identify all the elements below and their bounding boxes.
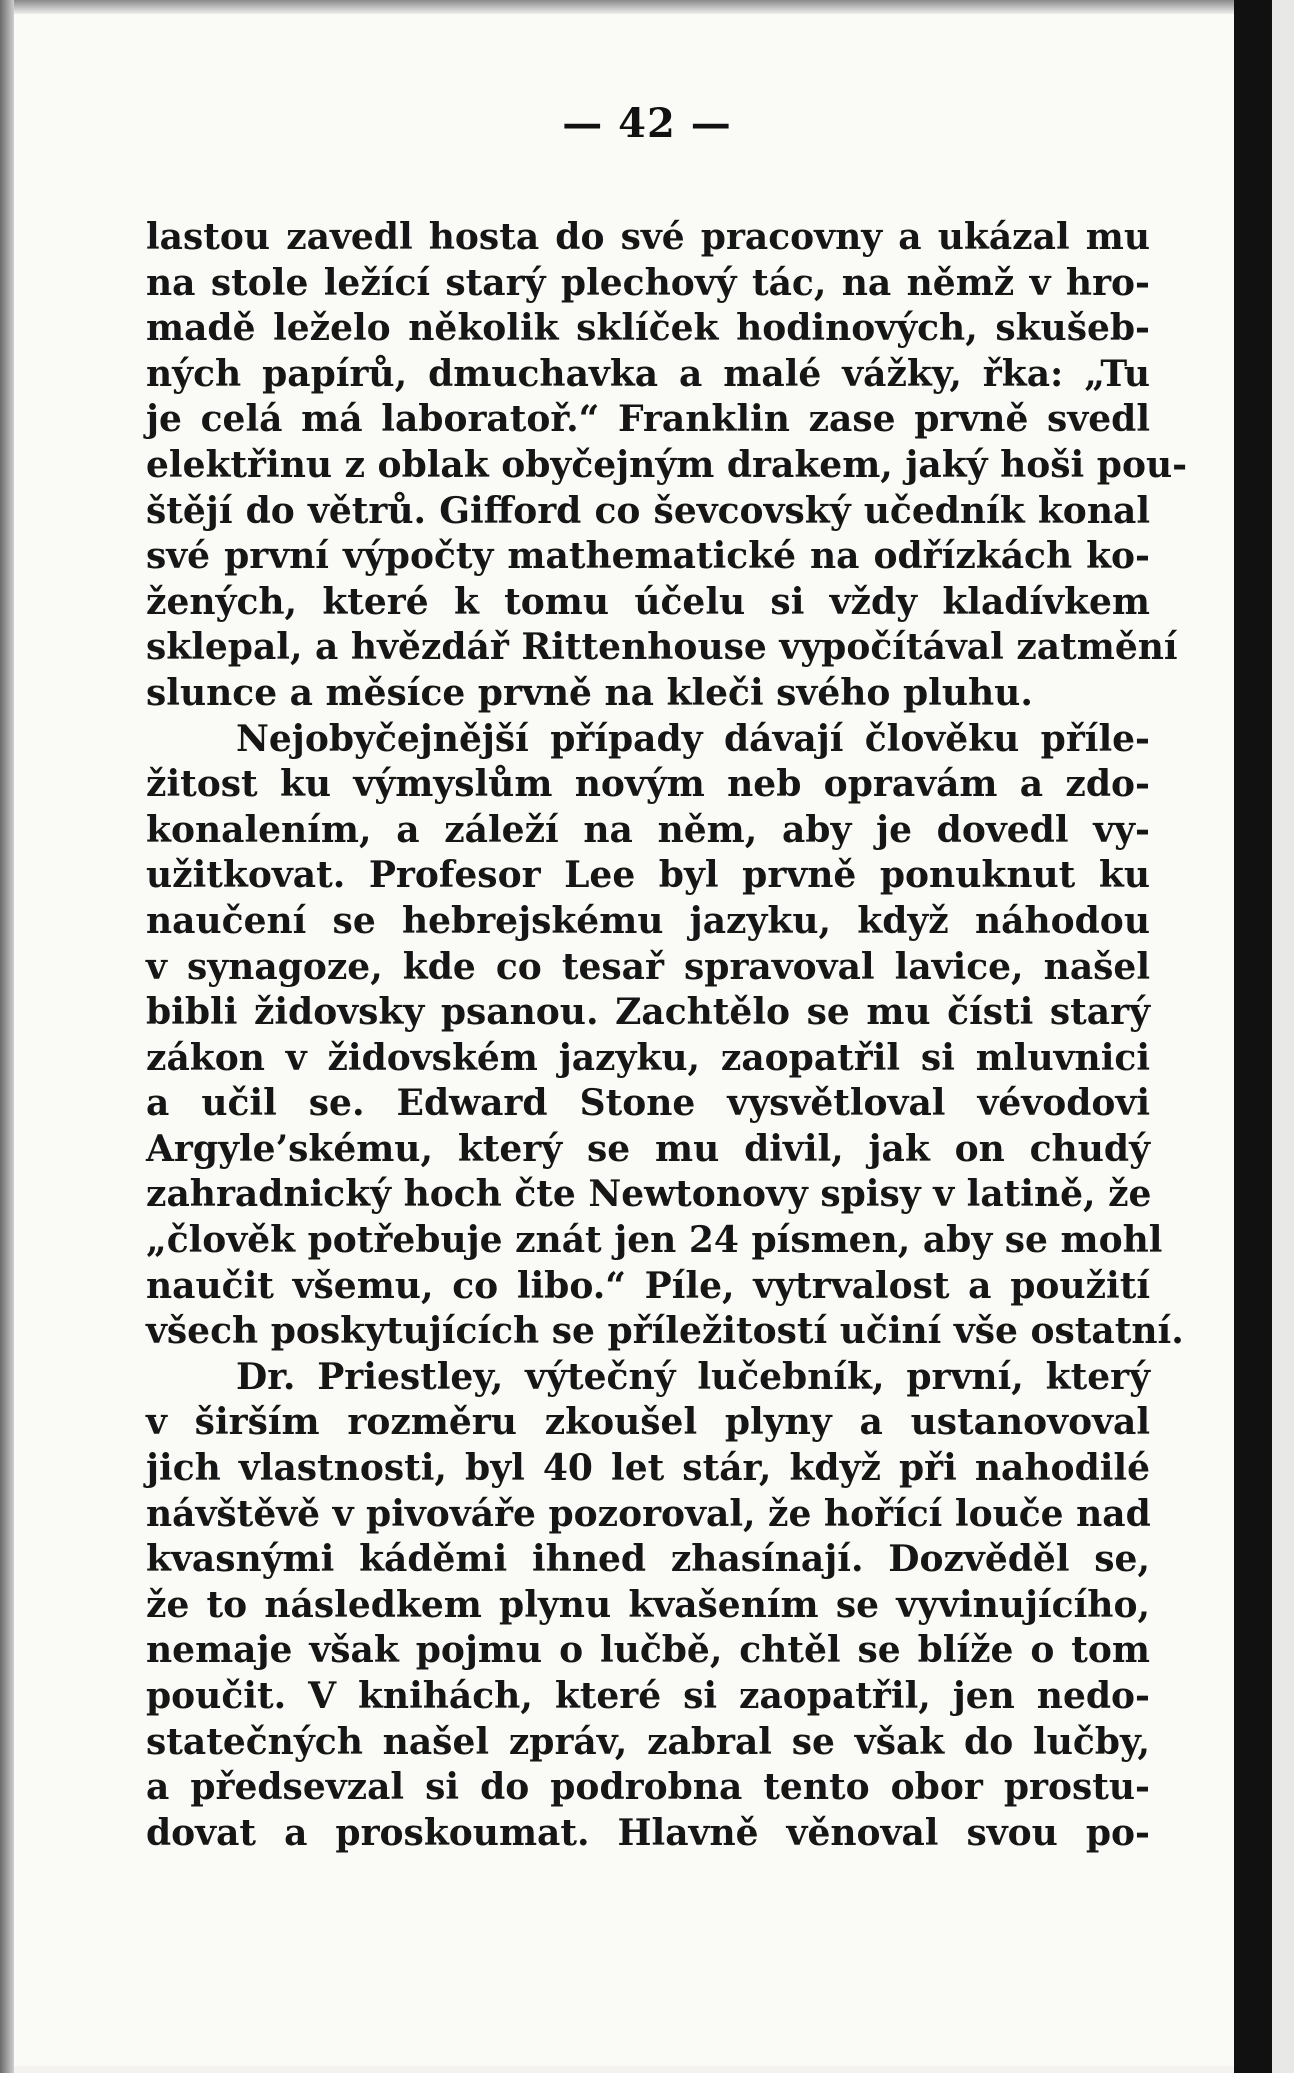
text-line: naučit všemu, co libo.“ Píle, vytrvalost a použití [146, 1264, 1150, 1307]
text-line: ných papírů, dmuchavka a malé vážky, řka: „Tu [146, 352, 1150, 395]
text-line: dovat a proskoumat. Hlavně věnoval svou po- [146, 1811, 1150, 1854]
scan-edge-right [1272, 0, 1294, 2073]
text-line: bibli židovsky psanou. Zachtělo se mu čísti starý [146, 991, 1150, 1034]
text-line: statečných našel zpráv, zabral se však do lučby, [146, 1720, 1150, 1763]
page-number: — 42 — [562, 100, 732, 147]
text-line: kvasnými káděmi ihned zhasínají. Dozvěděl se, [146, 1538, 1150, 1581]
text-line: slunce a měsíce prvně na kleči svého pluhu. [146, 671, 1033, 714]
body-text [146, 215, 1188, 1856]
text-line: všech poskytujících se příležitostí učiní vše ostatní. [146, 1310, 1184, 1353]
text-line: žitost ku výmyslům novým neb opravám a zdo- [146, 763, 1150, 806]
text-line: na stole ležící starý plechový tác, na němž v hro- [146, 261, 1150, 304]
scan-edge-left [0, 0, 14, 2073]
text-line: zákon v židovském jazyku, zaopatřil si mluvnici [146, 1036, 1150, 1079]
text-line: a učil se. Edward Stone vysvětloval vévodovi [146, 1082, 1150, 1125]
text-line: zahradnický hoch čte Newtonovy spisy v latině, že [146, 1173, 1152, 1216]
text-line: a předsevzal si do podrobna tento obor prostu- [146, 1766, 1150, 1809]
text-line: nemaje však pojmu o lučbě, chtěl se blíže o tom [146, 1629, 1150, 1672]
text-line: štějí do větrů. Gifford co ševcovský učedník konal [146, 489, 1150, 532]
text-line: že to následkem plynu kvašením se vyvinujícího, [146, 1583, 1150, 1626]
text-line: v synagoze, kde co tesař spravoval lavice, našel [146, 945, 1150, 988]
text-line: elektřinu z oblak obyčejným drakem, jaký hoši pou- [146, 443, 1188, 486]
text-line: v širším rozměru zkoušel plyny a ustanovoval [146, 1401, 1150, 1444]
text-line: Nejobyčejnější případy dávají člověku příle- [236, 717, 1150, 760]
text-line: konalením, a záleží na něm, aby je dovedl vy- [146, 808, 1150, 851]
text-line: poučit. V knihách, které si zaopatřil, jen nedo- [146, 1675, 1150, 1717]
text-line: své první výpočty mathematické na odřízkách ko- [146, 535, 1150, 578]
text-line: jich vlastnosti, byl 40 let stár, když při nahodilé [146, 1447, 1150, 1490]
text-line: sklepal, a hvězdář Rittenhouse vypočítával zatmění [146, 626, 1178, 669]
text-line: Dr. Priestley, výtečný lučebník, první, který [236, 1355, 1150, 1398]
text-line: Argyle’skému, který se mu divil, jak on chudý [146, 1127, 1150, 1170]
scan-edge-top [0, 0, 1294, 14]
text-line: žených, které k tomu účelu si vždy kladívkem [146, 580, 1150, 623]
text-line: „člověk potřebuje znát jen 24 písmen, aby se mohl [146, 1219, 1163, 1262]
text-line: madě leželo několik sklíček hodinových, skušeb- [146, 307, 1150, 350]
text-line: je celá má laboratoř.“ Franklin zase prvně svedl [146, 398, 1150, 441]
text-line: užitkovat. Profesor Lee byl prvně ponuknut ku [146, 854, 1150, 897]
text-line: lastou zavedl hosta do své pracovny a ukázal mu [146, 216, 1150, 258]
text-line: návštěvě v pivováře pozoroval, že hořící louče nad [146, 1492, 1151, 1535]
book-spine-shadow [1234, 0, 1272, 2073]
text-line: naučení se hebrejskému jazyku, když náhodou [146, 899, 1150, 942]
